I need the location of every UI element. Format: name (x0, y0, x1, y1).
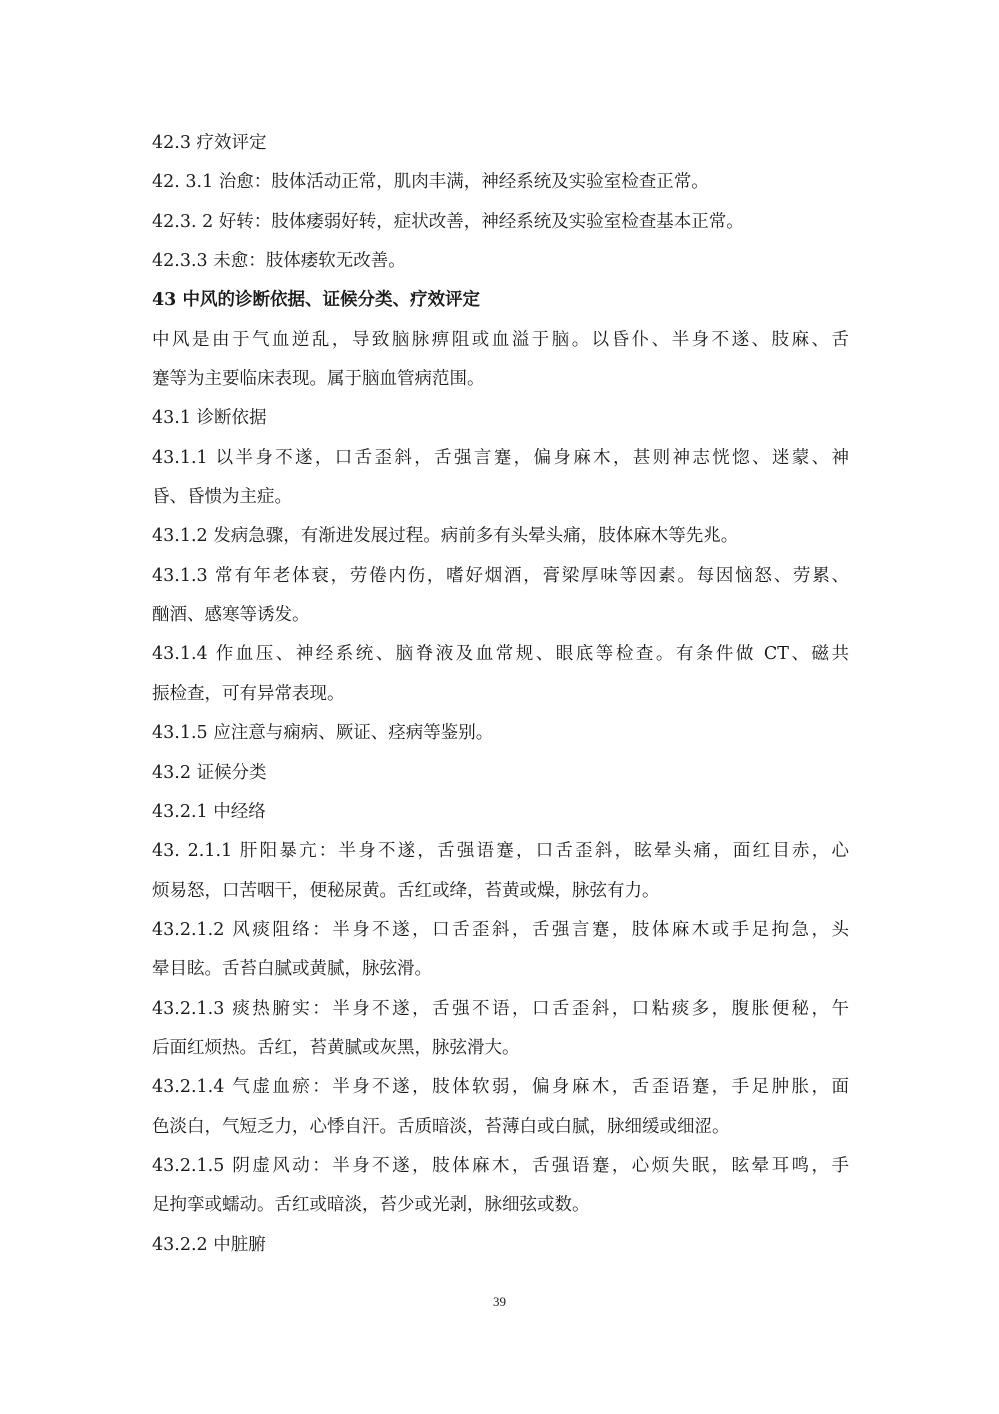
text-line: 43.2.1.4 气虚血瘀：半身不遂，肢体软弱，偏身麻木，舌歪语蹇，手足肿胀，面 (152, 1077, 849, 1098)
text-line: 昏、昏愦为主症。 (152, 487, 292, 508)
text-line: 43.1.1 以半身不遂，口舌歪斜，舌强言蹇，偏身麻木，甚则神志恍惚、迷蒙、神 (152, 447, 849, 468)
text-line: 43.1.4 作血压、神经系统、脑脊液及血常规、眼底等检查。有条件做 CT、磁共 (152, 644, 849, 665)
text-line: 酗酒、感寒等诱发。 (152, 605, 310, 626)
text-line: 42. 3.1 治愈：肢体活动正常，肌肉丰满，神经系统及实验室检查正常。 (152, 172, 709, 193)
text-line: 足拘挛或蠕动。舌红或暗淡，苔少或光剥，脉细弦或数。 (152, 1195, 590, 1216)
text-line: 43.2.1.5 阴虚风动：半身不遂，肢体麻木，舌强语蹇，心烦失眠，眩晕耳鸣，手 (152, 1155, 849, 1176)
text-line: 43.2.2 中脏腑 (152, 1234, 266, 1255)
text-line: 43.2 证候分类 (152, 762, 267, 783)
text-line: 中风是由于气血逆乱，导致脑脉痹阻或血溢于脑。以昏仆、半身不遂、肢麻、舌 (152, 329, 849, 350)
text-line: 烦易怒，口苦咽干，便秘尿黄。舌红或绛，苔黄或燥，脉弦有力。 (152, 880, 660, 901)
text-line: 43. 2.1.1 肝阳暴亢：半身不遂，舌强语蹇，口舌歪斜，眩晕头痛，面红目赤，心 (152, 841, 849, 862)
text-line: 43.1.5 应注意与痫病、厥证、痉病等鉴别。 (152, 723, 494, 744)
text-line: 43.2.1.3 痰热腑实：半身不遂，舌强不语，口舌歪斜，口粘痰多，腹胀便秘，午 (152, 998, 849, 1019)
text-line: 43.1.3 常有年老体衰，劳倦内伤，嗜好烟酒，膏梁厚味等因素。每因恼怒、劳累、 (152, 565, 849, 586)
text-line: 色淡白，气短乏力，心悸自汗。舌质暗淡，苔薄白或白腻，脉细缓或细涩。 (152, 1116, 730, 1137)
text-line: 43.1.2 发病急骤，有渐进发展过程。病前多有头晕头痛，肢体麻木等先兆。 (152, 526, 739, 547)
page-number: 39 (493, 1294, 506, 1309)
text-line: 43.1 诊断依据 (152, 408, 267, 429)
section-heading: 43 中风的诊断依据、证候分类、疗效评定 (152, 290, 480, 311)
text-line: 42.3.3 未愈：肢体痿软无改善。 (152, 251, 406, 272)
text-line: 43.2.1.2 风痰阻络：半身不遂，口舌歪斜，舌强言蹇，肢体麻木或手足拘急，头 (152, 919, 849, 940)
text-line: 晕目眩。舌苔白腻或黄腻，脉弦滑。 (152, 959, 432, 980)
text-line: 后面红烦热。舌红，苔黄腻或灰黑，脉弦滑大。 (152, 1037, 520, 1058)
text-line: 43.2.1 中经络 (152, 801, 266, 822)
text-line: 42.3 疗效评定 (152, 133, 267, 153)
text-line: 振检查，可有异常表现。 (152, 683, 345, 704)
document-body (152, 124, 849, 1265)
text-line: 蹇等为主要临床表现。属于脑血管病范围。 (152, 369, 485, 390)
text-line: 42.3. 2 好转：肢体痿弱好转，症状改善，神经系统及实验室检查基本正常。 (152, 211, 744, 232)
